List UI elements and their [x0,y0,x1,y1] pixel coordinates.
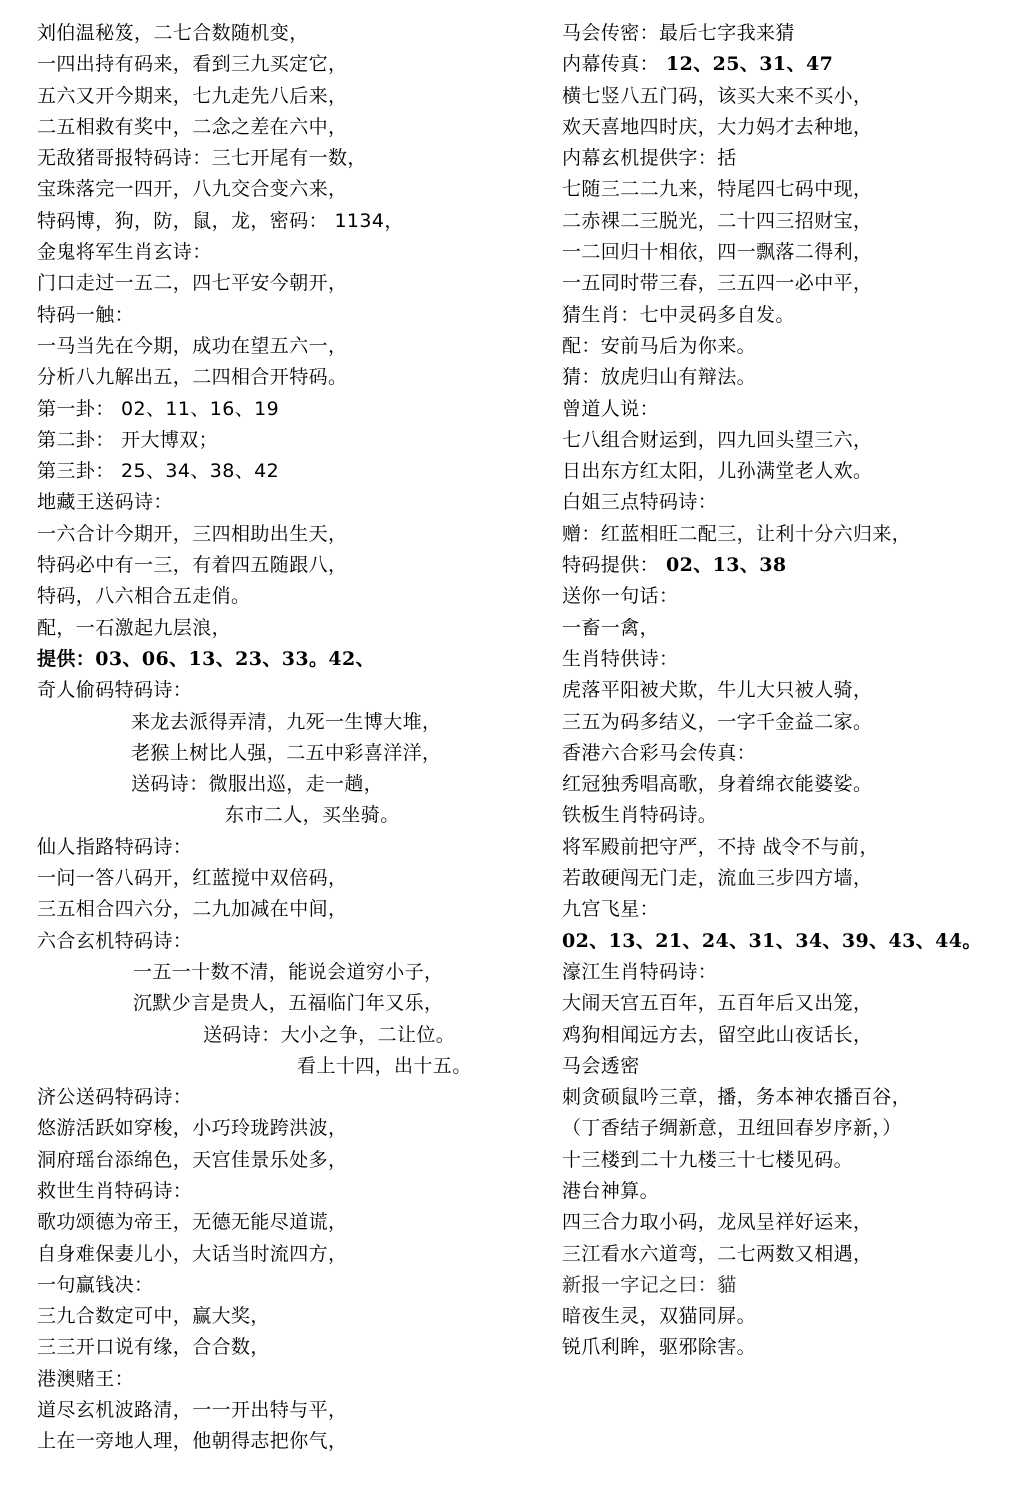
line-text: 白姐三点特码诗： [562,491,718,514]
line-text: 门口走过一五二，四七平安今朝开， [37,272,348,295]
text-line [562,1239,1002,1270]
line-numbers: 12、25、31、47 [659,53,834,76]
line-text: 02、13、21、24、31、34、39、43、44。 [562,929,982,952]
text-line [562,550,1002,581]
right-column [562,18,1002,1364]
text-line [37,988,537,1019]
line-text: 三江看水六道弯，二七两数又相遇， [562,1242,873,1265]
line-text: 三九合数定可中，赢大奖， [37,1305,270,1328]
line-text: 宝珠落完一四开，八九交合变六来， [37,178,348,201]
text-line [562,331,1002,362]
left-column [37,18,537,1458]
text-line [37,1395,537,1426]
line-text: 三五相合四六分，二九加减在中间， [37,898,348,921]
text-line [37,174,537,205]
line-text: 特码必中有一三，有着四五随跟八， [37,554,348,577]
line-text: 悠游活跃如穿梭，小巧玲珑跨洪波， [37,1117,348,1140]
text-line [37,487,537,518]
text-line [562,707,1002,738]
text-line [562,581,1002,612]
text-line [37,300,537,331]
line-text: 二赤裸二三脱光，二十四三招财宝， [562,209,873,232]
text-line [37,738,537,769]
line-text: 刘伯温秘笈，二七合数随机变， [37,22,309,44]
text-line [37,237,537,268]
line-text: 若敢硬闯无门走，流血三步四方墙， [562,867,873,890]
text-line [37,800,537,831]
text-line [37,1176,537,1207]
text-line [37,1426,537,1457]
text-line [562,362,1002,393]
line-text: 东市二人，买坐骑。 [225,804,400,827]
line-text: 内幕玄机提供字：括 [562,147,737,170]
text-line [37,268,537,299]
line-text: 港台神算。 [562,1179,660,1202]
line-text: 马会传密：最后七字我来猜 [562,22,795,44]
text-line [562,1301,1002,1332]
line-text: 一四出持有码来，看到三九买定它， [37,53,348,76]
line-text: 一六合计今期开，三四相助出生天， [37,522,348,545]
text-line [562,613,1002,644]
text-line [562,1207,1002,1238]
text-line [562,143,1002,174]
text-line [562,988,1002,1019]
line-text: 四三合力取小码，龙凤呈祥好运来， [562,1211,873,1234]
line-text: 配：安前马后为你来。 [562,334,757,357]
line-text: 送你一句话： [562,585,679,608]
line-text: 七随三二二九来，特尾四七码中现， [562,178,873,201]
text-line [562,519,1002,550]
line-text: 鸡狗相闻远方去，留空此山夜话长， [562,1023,873,1046]
text-line [37,1113,537,1144]
text-line [37,707,537,738]
text-line [37,957,537,988]
text-line [37,1270,537,1301]
line-text: 日出东方红太阳，儿孙满堂老人欢。 [562,460,873,483]
text-line [562,1270,1002,1301]
text-line [37,456,537,487]
text-line [562,456,1002,487]
line-text: 猜生肖：七中灵码多自发。 [562,303,795,326]
line-text: 将军殿前把守严，不持 战令不与前， [562,835,879,858]
line-text: 看上十四，出十五。 [297,1054,472,1077]
text-line [562,957,1002,988]
text-line [37,1364,537,1395]
text-line [37,1020,537,1051]
text-line [562,487,1002,518]
line-numbers: 02、13、38 [659,554,787,577]
text-line [37,644,537,675]
text-line [562,1082,1002,1113]
line-text: 配，一石激起九层浪， [37,616,232,639]
text-line [37,394,537,425]
text-line [37,1332,537,1363]
line-text: （丁香结子绸新意，丑纽回春岁序新，） [562,1117,902,1140]
text-line [562,49,1002,80]
line-text: 大闹天宫五百年，五百年后又出笼， [562,992,873,1015]
text-line [37,1207,537,1238]
line-text: 一句赢钱决： [37,1273,154,1296]
line-text: 港澳赌王： [37,1367,135,1390]
text-line [562,174,1002,205]
text-line [562,675,1002,706]
line-text: 分析八九解出五，二四相合开特码。 [37,366,348,389]
text-line [562,1145,1002,1176]
line-text: 道尽玄机波路清，一一开出特与平， [37,1399,348,1422]
line-text: 内幕传真： [562,53,660,76]
line-text: 五六又开今期来，七九走先八后来， [37,84,348,107]
text-line [37,1239,537,1270]
text-line [562,237,1002,268]
text-line [562,18,1002,49]
text-line [37,769,537,800]
line-text: 七八组合财运到，四九回头望三六， [562,428,873,451]
text-line [37,81,537,112]
line-text: 特码一触： [37,303,135,326]
line-text: 赠：红蓝相旺二配三，让利十分六归来， [562,522,912,545]
line-text: 香港六合彩马会传真： [562,741,757,764]
line-text: 红冠独秀唱高歌，身着绵衣能婆娑。 [562,773,873,796]
text-line [562,112,1002,143]
line-text: 上在一旁地人理，他朝得志把你气， [37,1430,348,1453]
text-line [562,863,1002,894]
line-text: 曾道人说： [562,397,660,420]
line-text: 仙人指路特码诗： [37,835,193,858]
text-line [562,1176,1002,1207]
text-line [37,675,537,706]
line-text: 九宫飞星： [562,898,660,921]
text-line [562,832,1002,863]
line-text: 无敌猪哥报特码诗：三七开尾有一数， [37,147,367,170]
line-text: 濠江生肖特码诗： [562,960,718,983]
line-text: 一马当先在今期，成功在望五六一， [37,334,348,357]
text-line [37,1082,537,1113]
text-line [562,394,1002,425]
text-line [37,362,537,393]
line-text: 救世生肖特码诗： [37,1179,193,1202]
line-text: 一畜一禽， [562,616,660,639]
line-text: 歌功颂德为帝王，无德无能尽道谎， [37,1211,348,1234]
line-text: 送码诗：大小之争，二让位。 [203,1023,456,1046]
line-text: 第三卦： 25、34、38、42 [37,460,280,483]
line-text: 洞府瑶台添绵色，天宫佳景乐处多， [37,1148,348,1171]
line-text: 特码，八六相合五走俏。 [37,585,251,608]
text-line [562,81,1002,112]
line-text: 暗夜生灵，双猫同屏。 [562,1305,757,1328]
line-text: 一二回归十相依，四一飘落二得利， [562,241,873,264]
text-line [562,644,1002,675]
line-text: 提供：03、06、13、23、33。42、 [37,647,376,670]
line-text: 欢天喜地四时庆，大力妈才去种地， [562,115,873,138]
line-text: 生肖特供诗： [562,647,679,670]
text-line [37,331,537,362]
text-line [37,112,537,143]
text-line [562,926,1002,957]
text-line [37,18,537,49]
text-line [37,1301,537,1332]
text-line [562,1332,1002,1363]
line-text: 奇人偷码特码诗： [37,679,193,702]
line-text: 虎落平阳被犬欺，牛儿大只被人骑， [562,679,873,702]
text-line [37,49,537,80]
text-line [37,519,537,550]
line-text: 来龙去派得弄清，九死一生博大堆， [131,710,442,733]
line-text: 第二卦： 开大博双； [37,428,219,451]
line-text: 第一卦： 02、11、16、19 [37,397,280,420]
line-text: 猜：放虎归山有辩法。 [562,366,757,389]
line-text: 三五为码多结义，一字千金益二家。 [562,710,873,733]
text-line [37,613,537,644]
text-line [562,1113,1002,1144]
text-line [562,738,1002,769]
line-text: 特码提供： [562,554,660,577]
text-line [562,1051,1002,1082]
line-text: 二五相救有奖中，二念之差在六中， [37,115,348,138]
text-line [37,550,537,581]
text-line [562,894,1002,925]
text-line [37,926,537,957]
line-text: 马会透密 [562,1054,640,1077]
line-text: 一五同时带三春，三五四一必中平， [562,272,873,295]
line-text: 一问一答八码开，红蓝搅中双倍码， [37,867,348,890]
text-line [37,206,537,237]
text-line [562,800,1002,831]
line-text: 三三开口说有缘，合合数， [37,1336,270,1359]
text-line [37,143,537,174]
line-text: 刺贪硕鼠吟三章，播，务本神农播百谷， [562,1086,912,1109]
line-text: 新报一字记之曰：貓 [562,1273,737,1296]
line-text: 一五一十数不清，能说会道穷小子， [133,960,444,983]
line-text: 六合玄机特码诗： [37,929,193,952]
text-line [37,832,537,863]
text-line [562,300,1002,331]
text-line [37,1051,537,1082]
line-text: 十三楼到二十九楼三十七楼见码。 [562,1148,854,1171]
text-line [37,894,537,925]
text-line [37,1145,537,1176]
line-text: 铁板生肖特码诗。 [562,804,718,827]
line-text: 特码博，狗，防，鼠，龙，密码： 1134， [37,209,404,232]
line-text: 锐爪利眸，驱邪除害。 [562,1336,757,1359]
text-line [37,863,537,894]
line-text: 送码诗：微服出巡，走一趟， [131,773,384,796]
text-line [37,425,537,456]
line-text: 自身难保妻儿小，大话当时流四方， [37,1242,348,1265]
text-line [562,268,1002,299]
line-text: 老猴上树比人强，二五中彩喜洋洋， [131,741,442,764]
line-text: 济公送码特码诗： [37,1086,193,1109]
line-text: 地藏王送码诗： [37,491,173,514]
line-text: 沉默少言是贵人，五福临门年又乐， [133,992,444,1015]
text-line [37,581,537,612]
text-line [562,425,1002,456]
text-line [562,769,1002,800]
text-line [562,206,1002,237]
text-line [562,1020,1002,1051]
line-text: 金鬼将军生肖玄诗： [37,241,212,264]
line-text: 横七竖八五门码，该买大来不买小， [562,84,873,107]
